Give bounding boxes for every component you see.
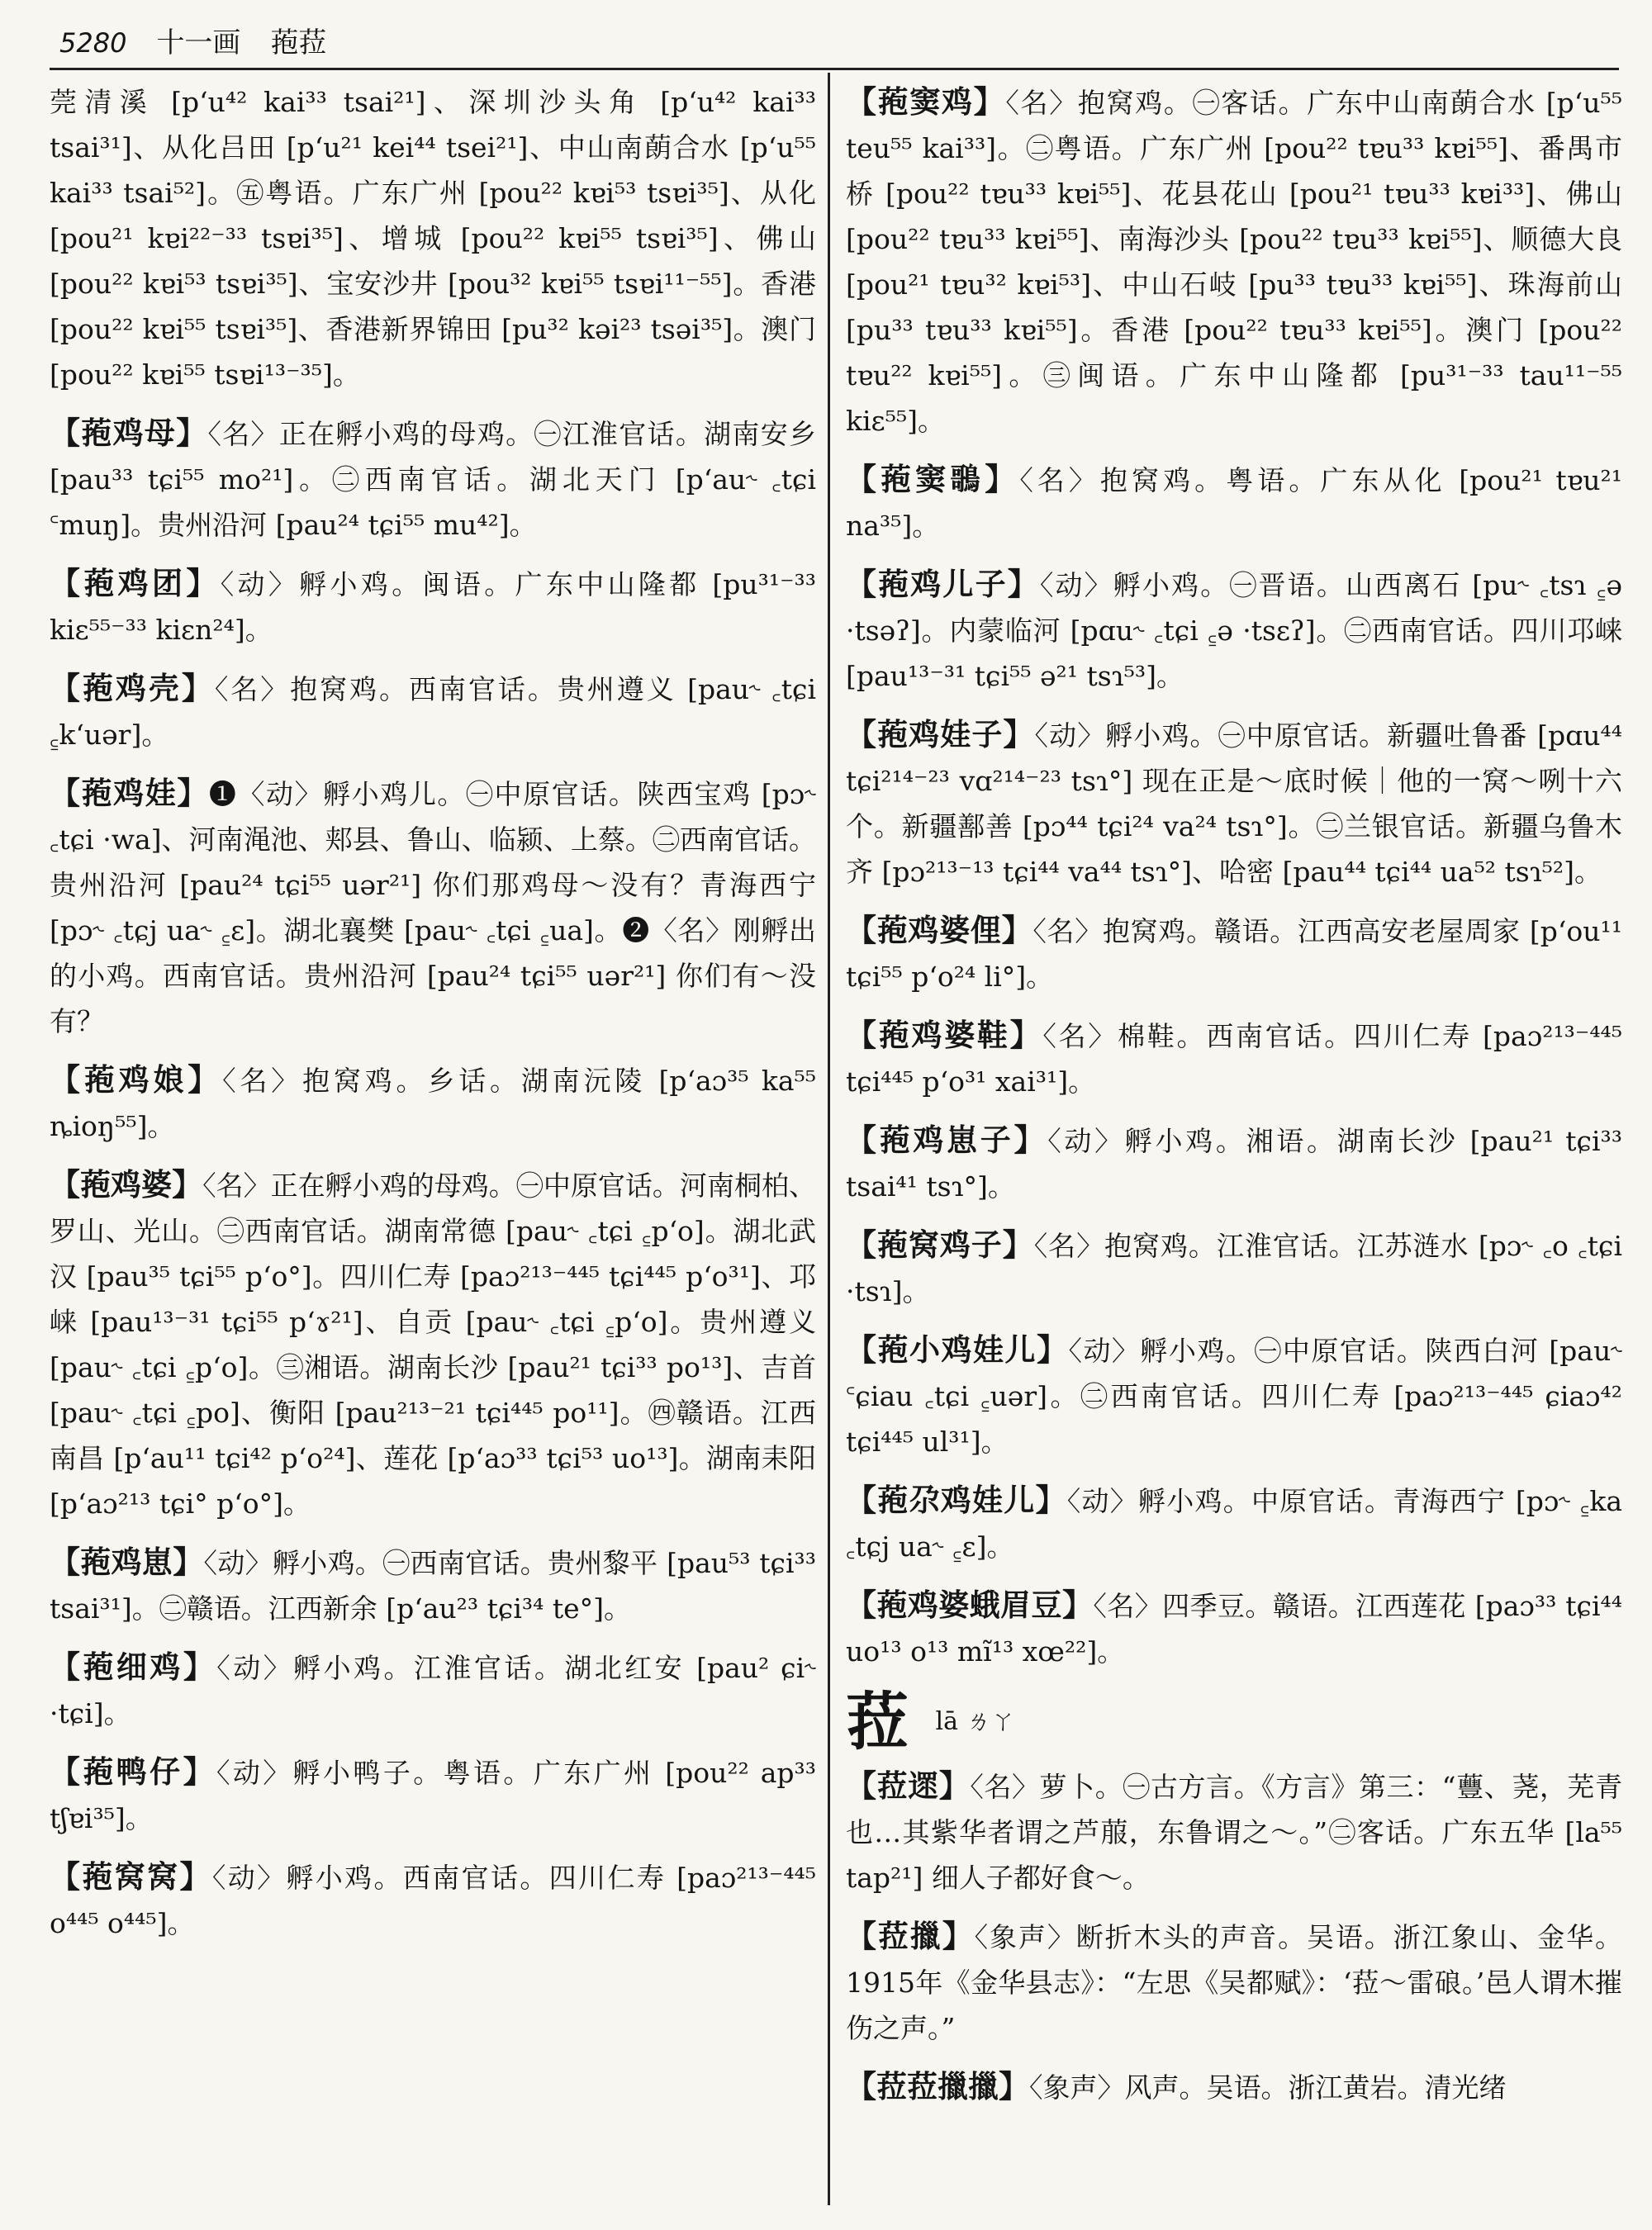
entry: 【菢窝鸡子】〈名〉抱窝鸡。江淮官话。江苏涟水 [pɔ˞ ꜀o ꜀tɕi ·tsɿ]。 (846, 1226, 1622, 1307)
entry: 【菢鸡娘】〈名〉抱窝鸡。乡话。湖南沅陵 [pʻaɔ³⁵ ka⁵⁵ ȵioŋ⁵⁵]。 (50, 1061, 816, 1142)
entry: 【菢鸡壳】〈名〉抱窝鸡。西南官话。贵州遵义 [pau˞ ꜀tɕi ꜁kʻuər]。 (50, 670, 816, 751)
entry: 【菢鸡娃】❶〈动〉孵小鸡儿。㊀中原官话。陕西宝鸡 [pɔ˞ ꜀tɕi ·wa]、河南渑池、郏县、鲁山、临颍、上蔡。㊁西南官话。贵州沿河 [pau²⁴ tɕi⁵⁵ uər²¹] 你们那鸡母～没有？青海西宁 [pɔ˞ ꜀tɕj ua˞ ꜁ɛ]。湖北襄樊 [pau˞ ꜀tɕi ꜁ua]。❷〈名〉刚孵出的小鸡。西南官话。贵州沿河 [pau²⁴ tɕi⁵⁵ uər²¹] 你们有～没有？ (50, 775, 816, 1037)
character-heading (846, 1685, 1622, 1758)
left-column (50, 79, 816, 2218)
headword: 【菈遝】 (846, 1767, 971, 1804)
entry: 【菢鸡娃子】〈动〉孵小鸡。㊀中原官话。新疆吐鲁番 [pɑu⁴⁴ tɕi²¹⁴⁻²³ vɑ²¹⁴⁻²³ tsɿ°] 现在正是～底时候｜他的一窝～咧十六个。新疆鄯善 [pɔ⁴⁴ tɕi²⁴ va²⁴ tsɿ°]。㊁兰银官话。新疆乌鲁木齐 [pɔ²¹³⁻¹³ tɕi⁴⁴ va⁴⁴ tsɿ°]、哈密 [pau⁴⁴ tɕi⁴⁴ ua⁵² tsɿ⁵²]。 (846, 716, 1622, 888)
entry: 【菢鸡婆蛾眉豆】〈名〉四季豆。赣语。江西莲花 [paɔ³³ tɕi⁴⁴ uo¹³ o¹³ mĩ¹³ xœ²²]。 (846, 1587, 1622, 1668)
headword: 【菢鸡娘】 (50, 1061, 223, 1098)
entry: 【菢细鸡】〈动〉孵小鸡。江淮官话。湖北红安 [pau² ɕi˞ ·tɕi]。 (50, 1649, 816, 1729)
page-header (59, 20, 326, 69)
entry: 【菢鸡儿子】〈动〉孵小鸡。㊀晋语。山西离石 [pu˞ ꜀tsɿ ꜁ə ·tsəʔ]。内蒙临河 [pɑu˞ ꜀tɕi ꜁ə ·tsɛʔ]。㊁西南官话。四川邛崃 [pau¹³⁻³¹ tɕi⁵⁵ ə²¹ tsɿ⁵³]。 (846, 566, 1622, 692)
entry: 【菈菈擸擸】〈象声〉风声。吴语。浙江黄岩。清光绪 (846, 2068, 1507, 2104)
headword: 【菢鸡母】 (50, 415, 208, 451)
section-label: 十一画 (156, 26, 241, 59)
headword: 【菢鸡儿子】 (846, 566, 1040, 602)
entry: 【菢鸡母】〈名〉正在孵小鸡的母鸡。㊀江淮官话。湖南安乡 [pau³³ tɕi⁵⁵ mo²¹]。㊁西南官话。湖北天门 [pʻau˞ ꜀tɕi ꜂muŋ]。贵州沿河 [pau²⁴ tɕi⁵⁵ mu⁴²]。 (50, 415, 816, 541)
head-character: 菈 (846, 1685, 909, 1758)
entry: 【菢鸡婆鞋】〈名〉棉鞋。西南官话。四川仁寿 [paɔ²¹³⁻⁴⁴⁵ tɕi⁴⁴⁵ pʻo³¹ xai³¹]。 (846, 1017, 1622, 1098)
headword: 【菢鸡婆】 (50, 1166, 203, 1203)
entry: 【菢鸡崽】〈动〉孵小鸡。㊀西南官话。贵州黎平 [pau⁵³ tɕi³³ tsai³¹]。㊁赣语。江西新余 [pʻau²³ tɕi³⁴ te°]。 (50, 1544, 816, 1625)
headword: 【菢鸡婆蛾眉豆】 (846, 1587, 1094, 1623)
entry: 【菢尕鸡娃儿】〈动〉孵小鸡。中原官话。青海西宁 [pɔ˞ ꜁ka ꜀tɕj ua˞ ꜁ɛ]。 (846, 1482, 1622, 1563)
headword: 【菢窦𪃿】 (846, 461, 1020, 497)
head-pronunciation: lā ㄌㄚ (935, 1707, 1016, 1736)
headword: 【菈擸】 (846, 1918, 975, 1954)
entry: 【菢小鸡娃儿】〈动〉孵小鸡。㊀中原官话。陕西白河 [pau˞ ꜂ɕiau ꜀tɕi ꜁uər]。㊁西南官话。四川仁寿 [paɔ²¹³⁻⁴⁴⁵ ɕiaɔ⁴² tɕi⁴⁴⁵ ul³¹]。 (846, 1331, 1622, 1458)
headword: 【菢鸡娃】 (50, 775, 209, 811)
header-rule (50, 68, 1619, 70)
headword: 【菢小鸡娃儿】 (846, 1331, 1069, 1368)
headword: 【菢鸭仔】 (50, 1753, 216, 1790)
headword: 【菢鸡婆鞋】 (846, 1017, 1043, 1053)
headword: 【菢细鸡】 (50, 1649, 217, 1685)
headword: 【菢尕鸡娃儿】 (846, 1482, 1067, 1518)
entry: 【菢鸡崽子】〈动〉孵小鸡。湘语。湖南长沙 [pau²¹ tɕi³³ tsai⁴¹ tsɿ°]。 (846, 1122, 1622, 1203)
entry: 【菈擸】〈象声〉断折木头的声音。吴语。浙江象山、金华。1915年《金华县志》：“左思《吴都赋》：‘菈～雷硠。’邑人谓木摧伤之声。” (846, 1918, 1622, 2044)
headword: 【菢窝鸡子】 (846, 1226, 1034, 1263)
entry: 【菢窝窝】〈动〉孵小鸡。西南官话。四川仁寿 [paɔ²¹³⁻⁴⁴⁵ o⁴⁴⁵ o⁴⁴⁵]。 (50, 1858, 816, 1939)
entry: 【菢鸡婆俚】〈名〉抱窝鸡。赣语。江西高安老屋周家 [pʻou¹¹ tɕi⁵⁵ pʻo²⁴ li°]。 (846, 912, 1622, 993)
headword: 【菢窦鸡】 (846, 83, 1006, 120)
headword: 【菢鸡婆俚】 (846, 912, 1033, 948)
entry: 【菈遝】〈名〉萝卜。㊀古方言。《方言》第三：“蘴、荛，芜青也…其紫华者谓之芦菔，东鲁谓之～。”㊁客话。广东五华 [la⁵⁵ tap²¹] 细人子都好食～。 (846, 1767, 1622, 1894)
page-number: 5280 (59, 27, 127, 59)
entry: 【菢鸡婆】〈名〉正在孵小鸡的母鸡。㊀中原官话。河南桐柏、罗山、光山。㊁西南官话。湖南常德 [pau˞ ꜀tɕi ꜁pʻo]。湖北武汉 [pau³⁵ tɕi⁵⁵ pʻo°]。四川仁寿 [paɔ²¹³⁻⁴⁴⁵ tɕi⁴⁴⁵ pʻo³¹]、邛崃 [pau¹³⁻³¹ tɕi⁵⁵ pʻɤ²¹]、自贡 [pau˞ ꜀tɕi ꜁pʻo]。贵州遵义 [pau˞ ꜀tɕi ꜁pʻo]。㊂湘语。湖南长沙 [pau²¹ tɕi³³ po¹³]、吉首 [pau˞ ꜀tɕi ꜁po]、衡阳 [pau²¹³⁻²¹ tɕi⁴⁴⁵ po¹¹]。㊃赣语。江西南昌 [pʻau¹¹ tɕi⁴² pʻo²⁴]、莲花 [pʻaɔ³³ tɕi⁵³ uo¹³]。湖南耒阳 [pʻaɔ²¹³ tɕi° pʻo°]。 (50, 1166, 816, 1520)
column-divider (828, 73, 830, 2205)
entry: 【菢窦𪃿】〈名〉抱窝鸡。粤语。广东从化 [pou²¹ tɐu²¹ na³⁵]。 (846, 461, 1622, 542)
entry-continued: 莞清溪 [pʻu⁴² kai³³ tsai²¹]、深圳沙头角 [pʻu⁴² kai³³ tsai³¹]、从化吕田 [pʻu²¹ kei⁴⁴ tsei²¹]、中山南蓢合水 [pʻu⁵⁵ kai³³ tsai⁵²]。㊄粤语。广东广州 [pou²² kɐi⁵³ tsɐi³⁵]、从化 [pou²¹ kɐi²²⁻³³ tsɐi³⁵]、增城 [pou²² kɐi⁵⁵ tsɐi³⁵]、佛山 [pou²² kɐi⁵³ tsɐi³⁵]、宝安沙井 [pou³² kɐi⁵⁵ tsɐi¹¹⁻⁵⁵]。香港 [pou²² kɐi⁵⁵ tsɐi³⁵]、香港新界锦田 [pu³² kəi²³ tsəi³⁵]。澳门 [pou²² kɐi⁵⁵ tsɐi¹³⁻³⁵]。 (50, 86, 816, 391)
right-column (846, 79, 1622, 2218)
headword: 【菢鸡崽】 (50, 1544, 204, 1580)
headword: 【菢鸡团】 (50, 565, 221, 601)
entry: 【菢鸭仔】〈动〉孵小鸭子。粤语。广东广州 [pou²² ap³³ tʃɐi³⁵]。 (50, 1753, 816, 1834)
entry: 【菢窦鸡】〈名〉抱窝鸡。㊀客话。广东中山南蓢合水 [pʻu⁵⁵ teu⁵⁵ kai³³]。㊁粤语。广东广州 [pou²² tɐu³³ kɐi⁵⁵]、番禺市桥 [pou²² tɐu³³ kɐi⁵⁵]、花县花山 [pou²¹ tɐu³³ kɐi³³]、佛山 [pou²² tɐu³³ kɐi⁵⁵]、南海沙头 [pou²² tɐu³³ kɐi⁵⁵]、顺德大良 [pou²¹ tɐu³² kɐi⁵³]、中山石岐 [pu³³ tɐu³³ kɐi⁵⁵]、珠海前山 [pu³³ tɐu³³ kɐi⁵⁵]。香港 [pou²² tɐu³³ kɐi⁵⁵]。澳门 [pou²² tɐu²² kɐi⁵⁵]。㊂闽语。广东中山隆都 [pu³¹⁻³³ tau¹¹⁻⁵⁵ kiɛ⁵⁵]。 (846, 83, 1622, 437)
header-chars: 菢菈 (270, 26, 327, 59)
entry: 【菢鸡团】〈动〉孵小鸡。闽语。广东中山隆都 [pu³¹⁻³³ kiɛ⁵⁵⁻³³ kiɛn²⁴]。 (50, 565, 816, 646)
headword: 【菢窝窝】 (50, 1858, 212, 1895)
headword: 【菢鸡娃子】 (846, 716, 1035, 752)
headword: 【菈菈擸擸】 (846, 2068, 1029, 2104)
headword: 【菢鸡崽子】 (846, 1122, 1048, 1158)
headword: 【菢鸡壳】 (50, 670, 215, 706)
